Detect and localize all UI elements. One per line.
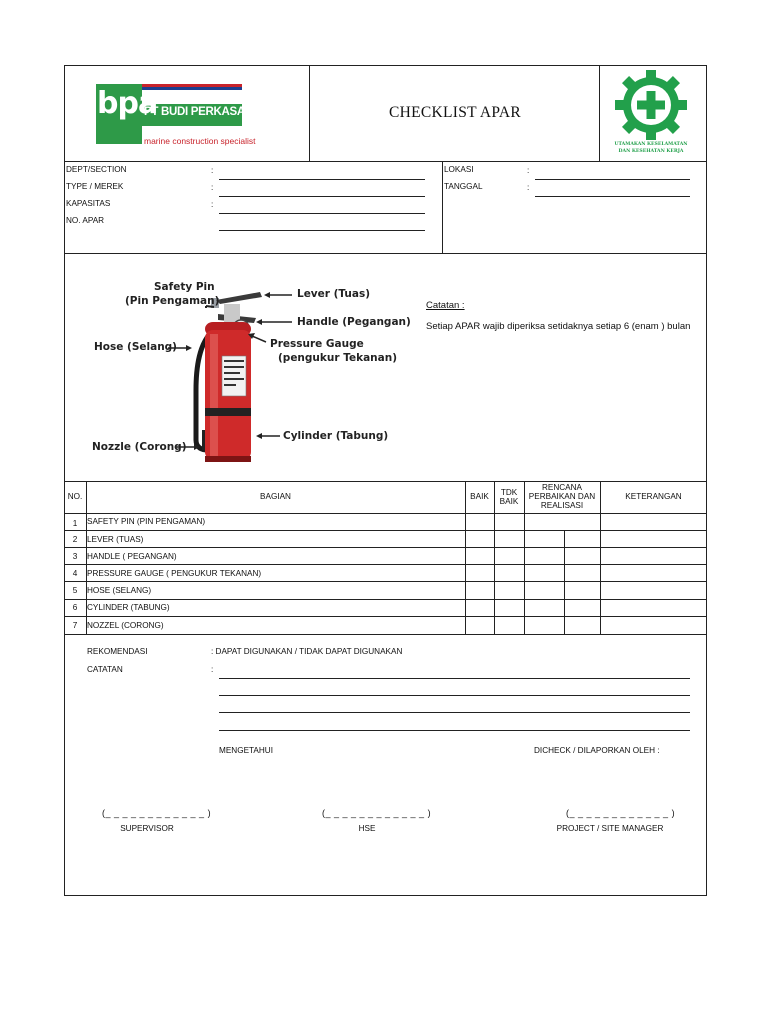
label-cylinder: Cylinder (Tabung) xyxy=(283,430,389,442)
k3-motto-line1: UTAMAKAN KESELAMATAN xyxy=(614,142,688,147)
col-header-tdk-baik: BAIK xyxy=(499,497,519,506)
header-divider-left xyxy=(309,65,310,161)
col-header-rencana: RENCANA xyxy=(541,483,583,492)
row-2-no: 2 xyxy=(72,535,78,544)
tanggal-colon: : xyxy=(527,183,530,192)
row-5-no: 5 xyxy=(72,586,78,595)
header-rule xyxy=(64,513,707,514)
col-rule-rencana-split xyxy=(564,530,565,634)
k3-motto-line2: DAN KESEHATAN KERJA xyxy=(618,149,684,154)
col-header-rencana-2: PERBAIKAN DAN xyxy=(528,492,596,501)
row-6-no: 6 xyxy=(72,603,78,612)
mengetahui-label: MENGETAHUI xyxy=(219,746,273,755)
lokasi-colon: : xyxy=(527,166,530,175)
header-divider-right xyxy=(599,65,600,161)
label-pressure-gauge: Pressure Gauge xyxy=(270,338,364,350)
row-7-bagian: NOZZEL (CORONG) xyxy=(87,621,164,630)
signature-project-manager[interactable]: (_ _ _ _ _ _ _ _ _ _ _ _ ) xyxy=(566,808,676,818)
lokasi-field[interactable] xyxy=(535,179,690,180)
col-header-no: NO. xyxy=(67,492,83,501)
info-divider xyxy=(442,161,443,253)
row-3-no: 3 xyxy=(72,552,78,561)
label-handle: Handle (Pegangan) xyxy=(297,316,411,328)
catatan-line-3[interactable] xyxy=(219,712,690,713)
label-nozzle: Nozzle (Corong) xyxy=(92,441,187,453)
tanggal-label: TANGGAL xyxy=(444,182,483,191)
role-project-manager: PROJECT / SITE MANAGER xyxy=(556,824,664,833)
lokasi-label: LOKASI xyxy=(444,165,474,174)
dept-section-field[interactable] xyxy=(219,179,425,180)
col-header-tdk: TDK xyxy=(500,488,518,497)
note-title: Catatan : xyxy=(426,300,465,311)
row-rule-7 xyxy=(64,634,707,635)
type-merek-label: TYPE / MEREK xyxy=(66,182,124,191)
row-rule-6 xyxy=(64,616,707,617)
rekomendasi-value[interactable]: : DAPAT DIGUNAKAN / TIDAK DAPAT DIGUNAKAN xyxy=(211,647,403,656)
row-2-bagian: LEVER (TUAS) xyxy=(87,535,144,544)
col-header-bagian: BAGIAN xyxy=(260,492,291,501)
catatan-label: CATATAN xyxy=(87,665,123,674)
k3-gear-logo xyxy=(606,70,696,158)
type-merek-field[interactable] xyxy=(219,196,425,197)
header-bottom-rule xyxy=(64,161,707,162)
label-safety-pin: Safety Pin xyxy=(154,281,215,293)
label-pressure-gauge-id: (pengukur Tekanan) xyxy=(278,352,397,364)
type-merek-colon: : xyxy=(211,183,214,192)
label-lever: Lever (Tuas) xyxy=(297,288,371,300)
company-name: PT BUDI PERKASA ALAM xyxy=(144,106,279,118)
tanggal-field[interactable] xyxy=(535,196,690,197)
col-header-baik: BAIK xyxy=(470,492,489,501)
kapasitas-field[interactable] xyxy=(219,213,425,214)
row-rule-3 xyxy=(64,564,707,565)
col-header-rencana-3: REALISASI xyxy=(540,501,584,510)
kapasitas-colon: : xyxy=(211,200,214,209)
catatan-line-2[interactable] xyxy=(219,695,690,696)
company-tagline: marine construction specialist xyxy=(144,136,256,146)
col-rule-rencana xyxy=(600,481,601,634)
catatan-line-4[interactable] xyxy=(219,730,690,731)
row-3-bagian: HANDLE ( PEGANGAN) xyxy=(87,552,177,561)
catatan-colon: : xyxy=(211,665,214,674)
company-logo-mark: bpa xyxy=(97,86,158,121)
row-rule-5 xyxy=(64,599,707,600)
role-supervisor: SUPERVISOR xyxy=(120,824,174,833)
col-rule-bagian xyxy=(465,481,466,634)
dicheck-label: DICHECK / DILAPORKAN OLEH : xyxy=(534,746,660,755)
col-header-keterangan: KETERANGAN xyxy=(625,492,682,501)
no-apar-field[interactable] xyxy=(219,230,425,231)
row-5-bagian: HOSE (SELANG) xyxy=(87,586,152,595)
role-hse: HSE xyxy=(358,824,376,833)
dept-section-colon: : xyxy=(211,166,214,175)
info-bottom-rule xyxy=(64,253,707,254)
row-7-no: 7 xyxy=(72,621,78,630)
row-1-bagian: SAFETY PIN (PIN PENGAMAN) xyxy=(87,517,206,526)
no-apar-label: NO. APAR xyxy=(66,216,105,225)
catatan-line-1[interactable] xyxy=(219,678,690,679)
row-rule-4 xyxy=(64,581,707,582)
signature-supervisor[interactable]: (_ _ _ _ _ _ _ _ _ _ _ _ ) xyxy=(102,808,212,818)
label-hose: Hose (Selang) xyxy=(94,341,177,353)
diagram-bottom-rule xyxy=(64,481,707,482)
row-rule-1 xyxy=(64,530,707,531)
dept-section-label: DEPT/SECTION xyxy=(66,165,127,174)
signature-hse[interactable]: (_ _ _ _ _ _ _ _ _ _ _ _ ) xyxy=(322,808,432,818)
row-4-no: 4 xyxy=(72,569,78,578)
rekomendasi-label: REKOMENDASI xyxy=(87,647,148,656)
note-text: Setiap APAR wajib diperiksa setidaknya setiap 6 (enam ) bulan xyxy=(426,321,691,332)
row-1-no: 1 xyxy=(72,519,78,528)
row-6-bagian: CYLINDER (TABUNG) xyxy=(87,603,170,612)
document-title: CHECKLIST APAR xyxy=(388,104,522,121)
k3-gear-icon xyxy=(606,70,696,140)
row-rule-2 xyxy=(64,547,707,548)
kapasitas-label: KAPASITAS xyxy=(66,199,111,208)
row-4-bagian: PRESSURE GAUGE ( PENGUKUR TEKANAN) xyxy=(87,569,262,578)
label-safety-pin-id: (Pin Pengaman) xyxy=(125,295,220,307)
